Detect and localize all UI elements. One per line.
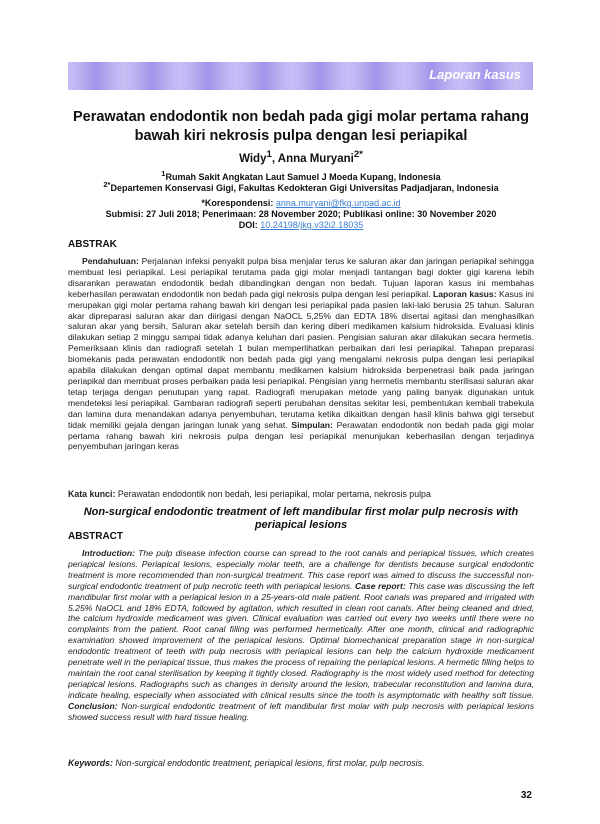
abstrak-label-simpulan: Simpulan: xyxy=(291,419,333,430)
affiliation-2-sup: 2* xyxy=(103,180,111,189)
page-number: 32 xyxy=(520,790,532,801)
abstrak-label-pendahuluan: Pendahuluan: xyxy=(82,256,139,266)
affiliation-1-text: Rumah Sakit Angkatan Laut Samuel J Moeda Kupang, Indonesia xyxy=(165,172,441,182)
article-type-label: Laporan kasus xyxy=(429,67,521,82)
correspondence-label: *Korespondensi: xyxy=(201,198,276,208)
author-list xyxy=(70,149,532,165)
abstract-label-conclusion: Conclusion: xyxy=(68,700,118,711)
keywords-label: Keywords: xyxy=(68,758,113,768)
doi-label: DOI: xyxy=(238,220,261,230)
author-2-sup: 2* xyxy=(353,149,363,160)
author-1: Widy xyxy=(239,152,267,165)
correspondence-line xyxy=(70,198,532,208)
author-2: Anna Muryani xyxy=(277,152,354,165)
abstrak-label-laporan: Laporan kasus: xyxy=(432,288,497,299)
author-separator: , xyxy=(271,152,278,165)
abstrak-body xyxy=(68,256,534,452)
abstract-label-introduction: Introduction: xyxy=(82,548,135,558)
affiliation-1-sup: 1 xyxy=(161,169,166,178)
kata-kunci-label: Kata kunci: xyxy=(68,489,116,499)
affiliation-2 xyxy=(70,180,532,193)
doi-link[interactable]: 10.24198/jkg.v32i2.18035 xyxy=(260,220,364,230)
author-1-sup: 1 xyxy=(266,149,272,160)
correspondence-email-link[interactable]: anna.muryani@fkg.unpad.ac.id xyxy=(275,198,401,208)
abstrak-text-simpulan: Perawatan endodontik non bedah pada gigi molar pertama rahang bawah kiri nekrosis pulpa dengan lesi periapikal menunjukan keberhasilan dengan terjadinya penyembuhan jaringan keras xyxy=(68,419,534,452)
publication-dates: Submisi: 27 Juli 2018; Penerimaan: 28 November 2020; Publikasi online: 30 November 2020 xyxy=(105,209,497,219)
abstract-text-conclusion: Non-surgical endodontic treatment of left mandibular first molar with pulp necrosis with periapical lesions showed success result with hard tissue healing. xyxy=(68,700,534,722)
header-banner xyxy=(68,62,533,90)
abstract-label-case-report: Case report: xyxy=(354,580,406,591)
abstract-text-introduction: The pulp disease infection course can spread to the root canals and periapical tissues, which creates periapical lesions. Periapical lesions, especially molar teeth, are a challenge for dentists because surgical endodontic treatment is more recommended than non-surgical treatment. This case report was aimed to discuss the successful non-surgical endodontic treatment of pulp necrotic teeth with periapical lesions. xyxy=(68,548,534,591)
abstrak-text-laporan: Kasus ini merupakan gigi molar pertama rahang bawah kiri dengan lesi periapikal pada pasien laki-laki berusia 25 tahun. Saluran akar dipreparasi saluran akar dan diirigasi dengan NaOCL 5,25% dan EDTA 18% disertai agitasi dan menghasilkan saluran akar yang bersih, Saluran akar setelah bersih dan kering diberi medikamen kalsium hidroksida. Evaluasi klinis dilakukan setiap 2 minggu sampai tidak adanya keluhan dari pasien. Pengisian saluran akar dilakukan secara hermetis. Pemeriksaan klinis dan radiografi setelah 1 bulan memperlihatkan perbaikan dari lesi periapikal. Tahapan preparasi biomekanis pada perawatan endodontik non bedah pada gigi yang mengalami nekrosis pulpa dengan lesi periapikal apabila dilakukan dengan optimal dapat membantu medikamen kalsium hidroksida berpenetrasi baik pada jaringan periapikal dan membuat proses perbaikan pada lesi periapikal. Pengisian yang hermetis membantu sterilisasi saluran akar tetap terjaga dengan penutupan yang rapat. Radiografi merupakan metode yang paling banyak digunakan untuk mendeteksi lesi periapikal. Gambaran radiografi seperti perubahan densitas sekitar lesi, pembentukan kembali trabekula dan lamina dura menandakan adanya penyembuhan, terutama ketika dikaitkan dengan hasil klinis bahwa gigi tersebut tidak memiliki gejala dengan jaringan lunak yang sehat. xyxy=(68,288,534,430)
kata-kunci-text: Perawatan endodontik non bedah, lesi periapikal, molar pertama, nekrosis pulpa xyxy=(115,489,431,499)
english-title: Non-surgical endodontic treatment of left mandibular first molar pulp necrosis with periapical lesions xyxy=(83,506,519,531)
abstract-heading: ABSTRACT xyxy=(68,531,123,542)
kata-kunci xyxy=(68,489,534,499)
keywords xyxy=(68,758,534,768)
affiliation-2-text: Departemen Konservasi Gigi, Fakultas Kedokteran Gigi Universitas Padjadjaran, Indonesia xyxy=(110,183,499,193)
abstract-text-case-report: This case was discussing the left mandibular first molar with a periapical lesion in a 25-years-old male patient. Root canals was prepared and irrigated with 5.25% NaOCL and 18% EDTA, followed by agitation, which resulted in clean root canals. After being cleaned and dried, the calcium hydroxide medicament was given. Clinical evaluation was carried out every two weeks until there were no complaints from the patient. Root canal filling was performed hermetically. After one month, clinical and radiographic examination showed improvement of the periapical lesions. Optimal biomechanical preparation stage in non-surgical endodontic treatment of teeth with pulp necrosis with periapical lesions can help the calcium hydroxide medicament penetrate well in the periapical tissue, thus makes the process of repairing the periapical lesions. A hermetic filling helps to maintain the root canal sterilisation by keeping it tightly closed. Radiography is the most widely used method for detecting periapical lesions. Radiographs such as changes in density around the lesion, trabecular reconstitution and lamina dura, indicate healing, especially when associated with clinical results since the tooth is asymptomatic with healthy soft tissue. xyxy=(68,580,535,700)
abstrak-heading: ABSTRAK xyxy=(68,239,117,250)
article-title: Perawatan endodontik non bedah pada gigi molar pertama rahang bawah kiri nekrosis pulpa dengan lesi periapikal xyxy=(72,109,530,144)
abstract-body xyxy=(68,548,534,723)
keywords-text: Non-surgical endodontic treatment, periapical lesions, first molar, pulp necrosis. xyxy=(112,758,425,768)
doi-line xyxy=(70,220,532,230)
abstrak-text-pendahuluan: Perjalanan infeksi penyakit pulpa bisa menjalar terus ke saluran akar dan jaringan periapikal sehingga membuat lesi periapikal. Lesi periapikal terutama pada gigi molar menjadi tantangan bagi dokter gigi karena lebih disarankan perawatan endodontik bedah dibandingkan dengan non bedah. Tujuan laporan kasus ini membahas keberhasilan perawatan endodontik non bedah pada gigi nekrosis pulpa dengan lesi periapikal. xyxy=(68,256,534,299)
